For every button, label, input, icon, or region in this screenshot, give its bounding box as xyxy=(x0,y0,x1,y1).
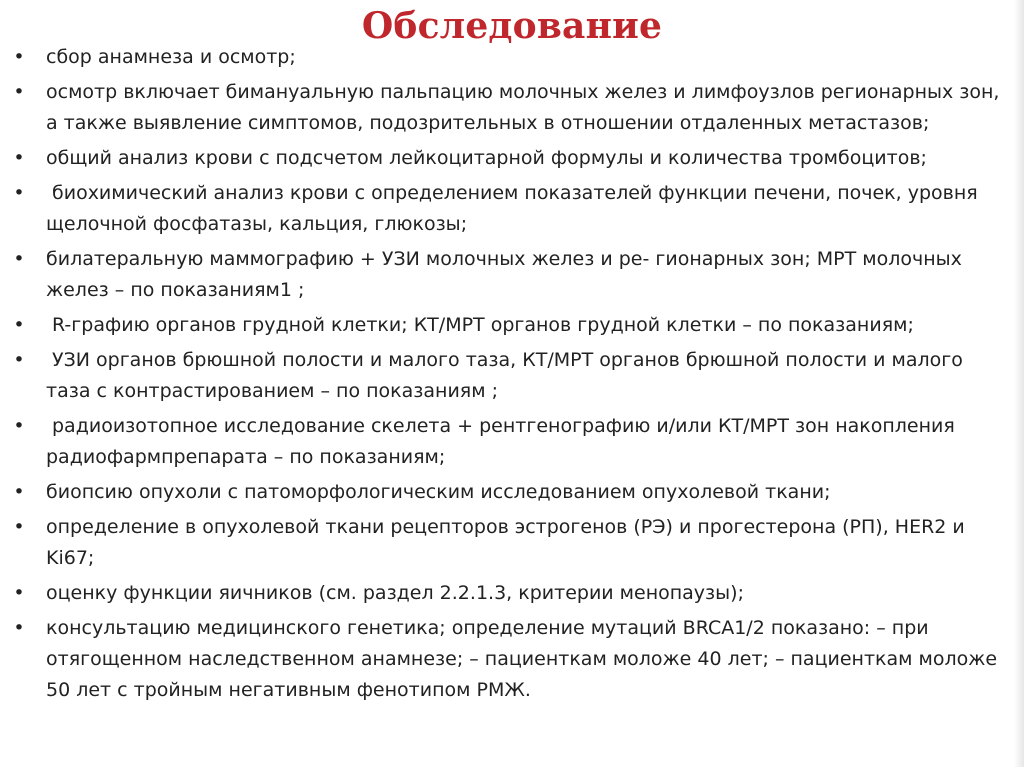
bullet-icon: • xyxy=(13,481,25,503)
bullet-icon: • xyxy=(13,617,25,639)
bullet-icon: • xyxy=(13,582,25,604)
list-item-6 xyxy=(0,310,1000,341)
list-item-text: определение в опухолевой ткани рецепторов эстрогенов (РЭ) и прогестерона (РП), HER2 и Ki67; xyxy=(46,516,965,569)
list-item-text: биохимический анализ крови с определением показателей функции печени, почек, уровня щелочной фосфатазы, кальция, глюкозы; xyxy=(46,182,978,235)
list-item-9 xyxy=(0,477,1000,508)
list-item-text: УЗИ органов брюшной полости и малого таза, КТ/МРТ органов брюшной полости и малого таза с контрастированием – по показаниям ; xyxy=(46,349,963,402)
list-item-text: осмотр включает бимануальную пальпацию молочных желез и лимфоузлов регионарных зон, а также выявление симптомов, подозрительных в отношении отдаленных метастазов; xyxy=(46,81,1000,134)
slide-edge-shadow xyxy=(1014,0,1024,767)
bullet-icon: • xyxy=(13,349,25,371)
list-item-7 xyxy=(0,345,1000,407)
bullet-icon: • xyxy=(13,81,25,103)
list-item-text: радиоизотопное исследование скелета + рентгенографию и/или КТ/МРТ зон накопления радиофармпрепарата – по показаниям; xyxy=(46,415,955,468)
bullet-icon: • xyxy=(13,314,25,336)
bullet-icon: • xyxy=(13,46,25,68)
list-item-text: биопсию опухоли с патоморфологическим исследованием опухолевой ткани; xyxy=(46,481,831,503)
list-item-text: R-графию органов грудной клетки; КТ/МРТ органов грудной клетки – по показаниям; xyxy=(52,314,914,336)
bullet-icon: • xyxy=(13,415,25,437)
list-item-3 xyxy=(0,143,1000,174)
bullet-icon: • xyxy=(13,147,25,169)
bullet-list xyxy=(0,42,1000,710)
list-item-4 xyxy=(0,178,1000,240)
list-item-2 xyxy=(0,77,1000,139)
list-item-11 xyxy=(0,578,1000,609)
list-item-text: билатеральную маммографию + УЗИ молочных желез и ре- гионарных зон; МРТ молочных желез – по показаниям1 ; xyxy=(46,248,962,301)
slide-title: Обследование xyxy=(361,5,663,47)
list-item-text: консультацию медицинского генетика; определение мутаций BRCA1/2 показано: – при отягощенном наследственном анамнезе; – пациенткам моложе 40 лет; – пациенткам моложе 50 лет с тройным негативным фенотипом РМЖ. xyxy=(46,617,998,701)
list-item-10 xyxy=(0,512,1000,574)
list-item-text: сбор анамнеза и осмотр; xyxy=(46,46,296,68)
list-item-12 xyxy=(0,613,1000,706)
bullet-icon: • xyxy=(13,182,25,204)
list-item-8 xyxy=(0,411,1000,473)
list-item-1 xyxy=(0,42,1000,73)
list-item-text: оценку функции яичников (см. раздел 2.2.1.3, критерии менопаузы); xyxy=(46,582,744,604)
bullet-icon: • xyxy=(13,516,25,538)
list-item-5 xyxy=(0,244,1000,306)
list-item-text: общий анализ крови с подсчетом лейкоцитарной формулы и количества тромбоцитов; xyxy=(46,147,927,169)
bullet-icon: • xyxy=(13,248,25,270)
